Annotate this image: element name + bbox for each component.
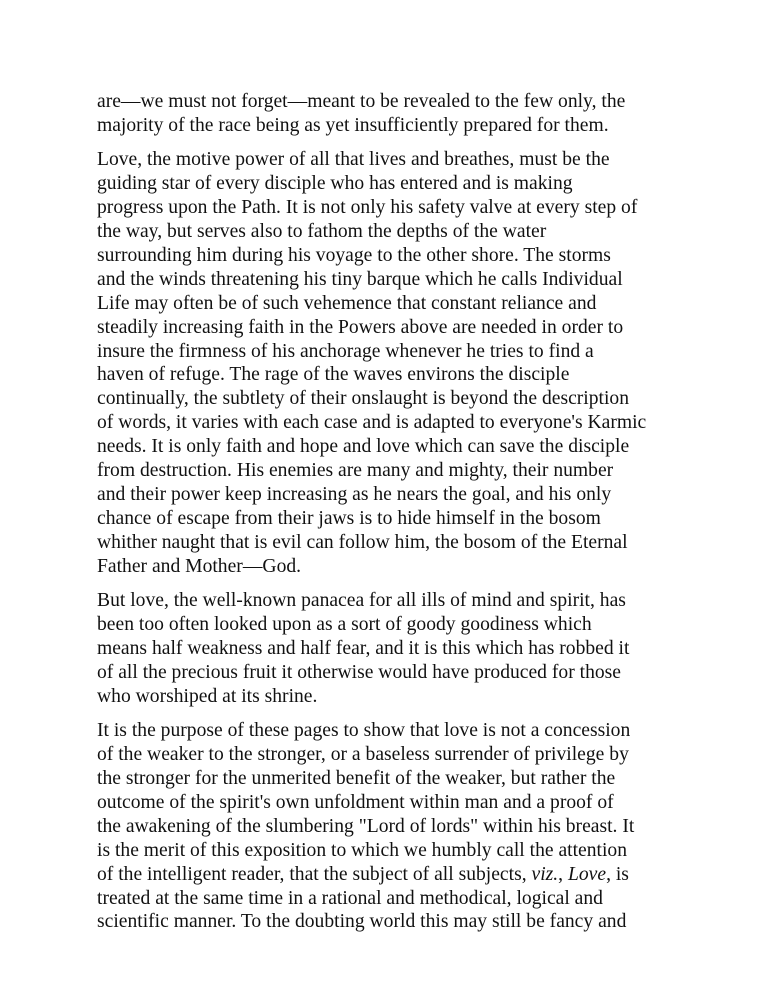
text-line: means half weakness and half fear, and it is this which has robbed it <box>97 637 630 659</box>
text-line: been too often looked upon as a sort of goody goodiness which <box>97 614 592 636</box>
text-line: outcome of the spirit's own unfoldment within man and a proof of <box>97 791 614 813</box>
text-line: from destruction. His enemies are many and mighty, their number <box>97 460 614 482</box>
text-line: progress upon the Path. It is not only his safety valve at every step of <box>97 197 638 219</box>
text-run: , <box>558 863 568 885</box>
text-line: Father and Mother—God. <box>97 555 302 577</box>
text-run: of the intelligent reader, that the subject of all subjects, <box>97 863 532 885</box>
text-line: who worshiped at its shrine. <box>97 685 318 707</box>
text-line: guiding star of every disciple who has entered and is making <box>97 173 573 195</box>
text-line: chance of escape from their jaws is to hide himself in the bosom <box>97 507 601 529</box>
text-line: Life may often be of such vehemence that constant reliance and <box>97 292 597 314</box>
text-line: of all the precious fruit it otherwise would have produced for those <box>97 661 621 683</box>
text-line: the way, but serves also to fathom the depths of the water <box>97 221 547 243</box>
paragraph-3 <box>97 589 697 709</box>
text-line: haven of refuge. The rage of the waves environs the disciple <box>97 364 570 386</box>
text-line: continually, the subtlety of their onslaught is beyond the description <box>97 388 630 410</box>
text-line: needs. It is only faith and hope and love which can save the disciple <box>97 436 630 458</box>
text-line: and their power keep increasing as he nears the goal, and his only <box>97 484 612 505</box>
text-line: steadily increasing faith in the Powers above are needed in order to <box>97 316 624 338</box>
text-line: Love, the motive power of all that lives and breathes, must be the <box>97 149 610 171</box>
text-line: surrounding him during his voyage to the other shore. The storms <box>97 244 611 266</box>
text-line: insure the firmness of his anchorage whenever he tries to find a <box>97 340 594 362</box>
paragraph-1 <box>97 90 697 138</box>
text-line: treated at the same time in a rational and methodical, logical and <box>97 887 603 909</box>
text-line: is the merit of this exposition to which we humbly call the attention <box>97 839 628 861</box>
text-line: the awakening of the slumbering "Lord of lords" within his breast. It <box>97 815 635 837</box>
text-line: majority of the race being as yet insufficiently prepared for them. <box>97 114 609 136</box>
text-line-with-emphasis <box>97 863 697 887</box>
paragraph-2 <box>97 148 697 578</box>
text-line: whither naught that is evil can follow him, the bosom of the Eternal <box>97 531 628 553</box>
text-line: are—we must not forget—meant to be revealed to the few only, the <box>97 91 626 112</box>
paragraph-4 <box>97 719 697 934</box>
text-line: of the weaker to the stronger, or a baseless surrender of privilege by <box>97 744 629 766</box>
text-line: But love, the well-known panacea for all ills of mind and spirit, has <box>97 590 626 612</box>
text-line: of words, it varies with each case and is adapted to everyone's Karmic <box>97 412 647 434</box>
text-run: , is <box>606 863 629 885</box>
text-line: scientific manner. To the doubting world this may still be fancy and <box>97 911 627 933</box>
text-line: the stronger for the unmerited benefit of the weaker, but rather the <box>97 767 616 789</box>
emphasis-love: Love <box>567 863 607 885</box>
text-line: It is the purpose of these pages to show that love is not a concession <box>97 720 631 742</box>
emphasis-viz: viz. <box>531 863 559 885</box>
text-line: and the winds threatening his tiny barque which he calls Individual <box>97 268 623 290</box>
document-page <box>97 90 697 945</box>
